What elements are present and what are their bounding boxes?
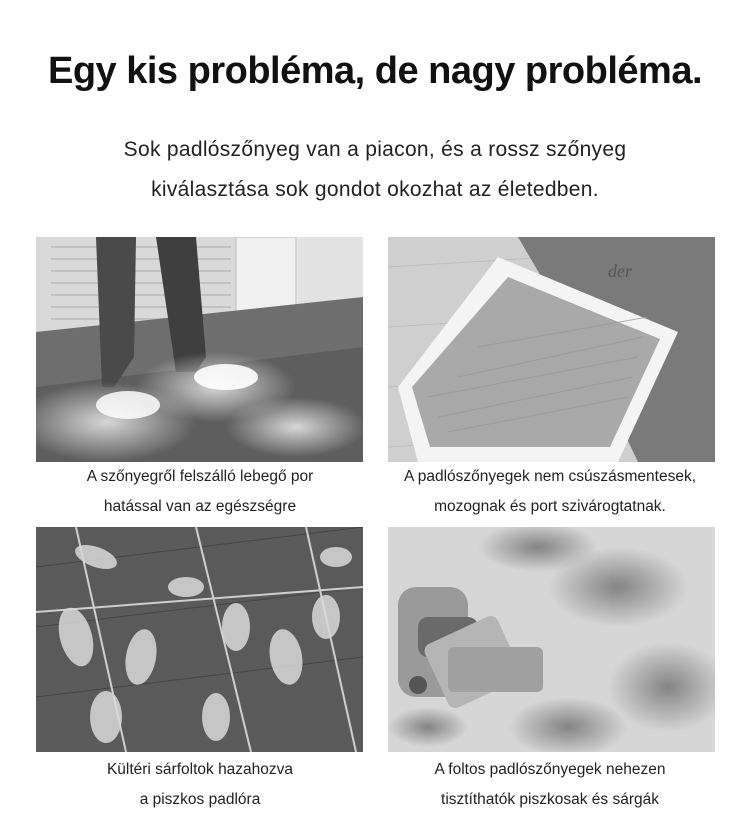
caption-line-1: A padlószőnyegek nem csúszásmentesek, <box>403 468 697 485</box>
subtitle-line-2: kiválasztása sok gondot okozhat az életedben. <box>151 178 599 201</box>
slipping-rug-corner-photo <box>388 237 715 462</box>
caption-dusty-carpet <box>20 462 380 522</box>
page-title: Egy kis probléma, de nagy probléma. <box>47 50 703 92</box>
vacuum-on-stained-carpet-photo <box>388 527 715 752</box>
subtitle-line-1: Sok padlószőnyeg van a piacon, és a rossz szőnyeg <box>123 138 627 161</box>
caption-line-2: mozognak és port szivárogtatnak. <box>434 498 666 515</box>
caption-slipping-rug <box>370 462 730 522</box>
muddy-footprints-floor-photo <box>36 527 363 752</box>
dusty-carpet-feet-photo <box>36 237 363 462</box>
caption-line-2: tisztíthatók piszkosak és sárgák <box>441 791 659 808</box>
caption-stained-carpet <box>370 755 730 815</box>
page-subtitle <box>0 130 750 210</box>
caption-line-1: A szőnyegről felszálló lebegő por <box>86 468 314 485</box>
doormat-script-text: der <box>608 261 632 281</box>
caption-muddy-footprints <box>20 755 380 815</box>
caption-line-2: a piszkos padlóra <box>139 791 261 808</box>
caption-line-1: Kültéri sárfoltok hazahozva <box>106 761 294 778</box>
caption-line-2: hatással van az egészségre <box>103 498 297 515</box>
caption-line-1: A foltos padlószőnyegek nehezen <box>434 761 666 778</box>
